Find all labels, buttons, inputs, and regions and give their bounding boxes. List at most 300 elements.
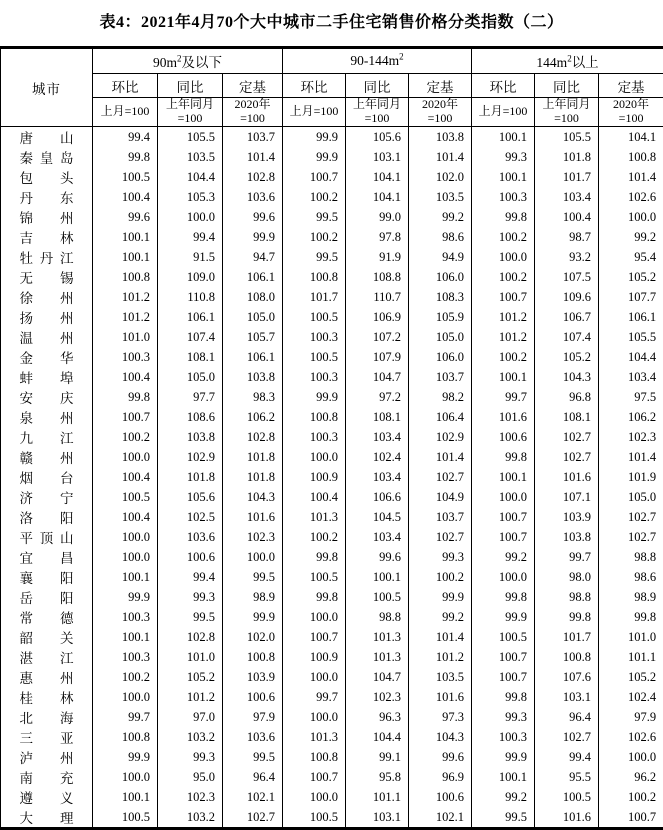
value-cell: 100.6 (223, 687, 283, 707)
value-cell: 101.6 (409, 687, 472, 707)
value-cell: 101.4 (223, 147, 283, 167)
value-cell: 105.2 (158, 667, 223, 687)
value-cell: 103.5 (409, 667, 472, 687)
value-cell: 98.8 (346, 607, 409, 627)
value-cell: 101.3 (346, 627, 409, 647)
value-cell: 107.9 (346, 347, 409, 367)
city-name: 扬州 (20, 307, 74, 327)
table-row (1, 147, 663, 167)
value-cell: 101.8 (158, 467, 223, 487)
value-cell: 109.6 (535, 287, 599, 307)
base-line2: =100 (409, 112, 471, 126)
value-cell: 103.1 (346, 147, 409, 167)
table-row (1, 227, 663, 247)
value-cell: 102.7 (535, 427, 599, 447)
value-cell: 100.4 (283, 487, 346, 507)
value-cell: 100.1 (472, 167, 535, 187)
value-cell: 98.8 (535, 587, 599, 607)
value-cell: 99.6 (93, 207, 158, 227)
value-cell: 101.6 (472, 407, 535, 427)
city-name: 吉林 (20, 227, 74, 247)
table-row (1, 667, 663, 687)
table-row (1, 707, 663, 727)
base-header-2020 (409, 98, 472, 127)
city-cell (1, 567, 93, 587)
value-cell: 99.6 (409, 747, 472, 767)
value-cell: 97.8 (346, 227, 409, 247)
city-cell (1, 587, 93, 607)
value-cell: 95.0 (158, 767, 223, 787)
city-name: 秦皇岛 (20, 147, 74, 167)
table-row (1, 407, 663, 427)
table-row (1, 527, 663, 547)
value-cell: 103.9 (535, 507, 599, 527)
city-name: 南充 (20, 767, 74, 787)
value-cell: 100.6 (158, 547, 223, 567)
value-cell: 99.7 (472, 387, 535, 407)
table-row (1, 747, 663, 767)
city-cell (1, 267, 93, 287)
value-cell: 102.0 (223, 627, 283, 647)
metric-header-yoy: 同比 (158, 74, 223, 98)
table-row (1, 607, 663, 627)
value-cell: 101.7 (535, 167, 599, 187)
value-cell: 106.0 (409, 267, 472, 287)
value-cell: 99.5 (158, 607, 223, 627)
city-name: 惠州 (20, 667, 74, 687)
value-cell: 100.0 (93, 687, 158, 707)
city-name: 泸州 (20, 747, 74, 767)
table-row (1, 247, 663, 267)
value-cell: 99.0 (346, 207, 409, 227)
value-cell: 99.8 (472, 447, 535, 467)
city-cell (1, 347, 93, 367)
table-row (1, 807, 663, 829)
table-row (1, 767, 663, 787)
value-cell: 102.3 (223, 527, 283, 547)
city-cell (1, 407, 93, 427)
value-cell: 100.3 (283, 427, 346, 447)
value-cell: 104.4 (599, 347, 663, 367)
metric-header-mom: 环比 (283, 74, 346, 98)
value-cell: 99.5 (223, 567, 283, 587)
value-cell: 99.9 (93, 747, 158, 767)
city-cell (1, 487, 93, 507)
value-cell: 100.8 (93, 267, 158, 287)
table-row (1, 127, 663, 148)
value-cell: 106.6 (346, 487, 409, 507)
value-cell: 99.3 (472, 147, 535, 167)
value-cell: 100.2 (93, 427, 158, 447)
value-cell: 103.4 (346, 527, 409, 547)
city-cell (1, 787, 93, 807)
value-cell: 108.1 (346, 407, 409, 427)
value-cell: 101.6 (535, 467, 599, 487)
value-cell: 99.5 (472, 807, 535, 829)
value-cell: 99.6 (223, 207, 283, 227)
value-cell: 100.8 (223, 647, 283, 667)
value-cell: 102.9 (158, 447, 223, 467)
city-cell (1, 647, 93, 667)
base-line1: 2020年 (599, 98, 663, 112)
group-header-90-below (93, 48, 283, 74)
value-cell: 100.9 (283, 467, 346, 487)
city-cell (1, 687, 93, 707)
value-cell: 96.4 (223, 767, 283, 787)
value-cell: 103.5 (158, 147, 223, 167)
value-cell: 105.2 (535, 347, 599, 367)
value-cell: 97.3 (409, 707, 472, 727)
value-cell: 102.3 (346, 687, 409, 707)
metric-header-mom: 环比 (93, 74, 158, 98)
value-cell: 101.1 (346, 787, 409, 807)
value-cell: 108.3 (409, 287, 472, 307)
value-cell: 100.7 (472, 527, 535, 547)
city-cell (1, 127, 93, 148)
value-cell: 99.4 (158, 567, 223, 587)
table-row (1, 427, 663, 447)
value-cell: 99.2 (599, 227, 663, 247)
value-cell: 100.3 (93, 347, 158, 367)
value-cell: 99.8 (472, 687, 535, 707)
value-cell: 105.0 (409, 327, 472, 347)
city-cell (1, 447, 93, 467)
value-cell: 100.3 (283, 327, 346, 347)
value-cell: 102.5 (158, 507, 223, 527)
value-cell: 100.0 (283, 707, 346, 727)
value-cell: 100.8 (599, 147, 663, 167)
value-cell: 101.6 (223, 507, 283, 527)
city-cell (1, 187, 93, 207)
value-cell: 99.3 (158, 587, 223, 607)
value-cell: 101.2 (93, 287, 158, 307)
value-cell: 100.8 (283, 267, 346, 287)
city-cell (1, 467, 93, 487)
city-name: 烟台 (20, 467, 74, 487)
table-row (1, 507, 663, 527)
value-cell: 97.7 (158, 387, 223, 407)
value-cell: 99.2 (409, 607, 472, 627)
table-row (1, 167, 663, 187)
value-cell: 100.5 (283, 567, 346, 587)
value-cell: 96.2 (599, 767, 663, 787)
value-cell: 99.8 (472, 207, 535, 227)
city-cell (1, 427, 93, 447)
metric-header-row (1, 74, 663, 98)
value-cell: 101.2 (409, 647, 472, 667)
value-cell: 99.8 (283, 547, 346, 567)
value-cell: 94.9 (409, 247, 472, 267)
value-cell: 99.3 (472, 707, 535, 727)
value-cell: 96.3 (346, 707, 409, 727)
value-cell: 100.1 (472, 367, 535, 387)
value-cell: 99.9 (472, 747, 535, 767)
base-header-2020 (223, 98, 283, 127)
value-cell: 95.8 (346, 767, 409, 787)
value-cell: 102.7 (535, 447, 599, 467)
value-cell: 100.1 (472, 767, 535, 787)
base-line2: =100 (346, 112, 408, 126)
value-cell: 103.9 (223, 667, 283, 687)
city-name: 丹东 (20, 187, 74, 207)
value-cell: 102.7 (599, 527, 663, 547)
city-name: 平顶山 (20, 527, 74, 547)
base-header-2020 (599, 98, 663, 127)
city-name: 韶关 (20, 627, 74, 647)
table-row (1, 687, 663, 707)
base-line2: =100 (158, 112, 222, 126)
city-name: 唐山 (20, 127, 74, 147)
value-cell: 100.0 (93, 547, 158, 567)
city-cell (1, 807, 93, 829)
value-cell: 103.7 (223, 127, 283, 148)
base-line1: 2020年 (409, 98, 471, 112)
city-name: 金华 (20, 347, 74, 367)
value-cell: 99.6 (346, 547, 409, 567)
value-cell: 101.3 (346, 647, 409, 667)
city-name: 牡丹江 (20, 247, 74, 267)
value-cell: 96.4 (535, 707, 599, 727)
value-cell: 98.3 (223, 387, 283, 407)
value-cell: 100.7 (283, 627, 346, 647)
value-cell: 97.2 (346, 387, 409, 407)
value-cell: 97.5 (599, 387, 663, 407)
city-cell (1, 367, 93, 387)
value-cell: 100.5 (283, 807, 346, 829)
value-cell: 100.0 (472, 247, 535, 267)
table-row (1, 307, 663, 327)
base-header-prev-year (158, 98, 223, 127)
city-cell (1, 507, 93, 527)
value-cell: 101.2 (93, 307, 158, 327)
value-cell: 99.5 (223, 747, 283, 767)
value-cell: 106.0 (409, 347, 472, 367)
base-header-row (1, 98, 663, 127)
value-cell: 101.9 (599, 467, 663, 487)
table-row (1, 547, 663, 567)
city-name: 遵义 (20, 787, 74, 807)
table-row (1, 587, 663, 607)
table-row (1, 727, 663, 747)
value-cell: 103.2 (158, 727, 223, 747)
table-row (1, 447, 663, 467)
base-line1: 上月=100 (283, 105, 345, 119)
city-cell (1, 307, 93, 327)
value-cell: 101.6 (535, 807, 599, 829)
value-cell: 105.7 (223, 327, 283, 347)
value-cell: 109.0 (158, 267, 223, 287)
value-cell: 103.7 (409, 367, 472, 387)
value-cell: 103.6 (158, 527, 223, 547)
value-cell: 100.1 (346, 567, 409, 587)
city-cell (1, 167, 93, 187)
city-cell (1, 767, 93, 787)
value-cell: 102.9 (409, 427, 472, 447)
city-cell (1, 547, 93, 567)
value-cell: 99.9 (472, 607, 535, 627)
value-cell: 103.8 (409, 127, 472, 148)
value-cell: 98.6 (599, 567, 663, 587)
base-line1: 上年同月 (158, 98, 222, 112)
value-cell: 104.1 (346, 187, 409, 207)
value-cell: 101.8 (223, 467, 283, 487)
city-name: 泉州 (20, 407, 74, 427)
value-cell: 100.8 (535, 647, 599, 667)
city-name: 锦州 (20, 207, 74, 227)
value-cell: 102.4 (599, 687, 663, 707)
value-cell: 101.4 (409, 627, 472, 647)
value-cell: 102.7 (535, 727, 599, 747)
table-row (1, 187, 663, 207)
value-cell: 98.2 (409, 387, 472, 407)
value-cell: 101.4 (599, 447, 663, 467)
value-cell: 100.6 (472, 427, 535, 447)
value-cell: 100.1 (472, 467, 535, 487)
value-cell: 91.9 (346, 247, 409, 267)
value-cell: 104.7 (346, 667, 409, 687)
city-name: 九江 (20, 427, 74, 447)
value-cell: 105.5 (158, 127, 223, 148)
value-cell: 100.0 (158, 207, 223, 227)
value-cell: 108.1 (535, 407, 599, 427)
value-cell: 100.3 (93, 647, 158, 667)
value-cell: 97.0 (158, 707, 223, 727)
value-cell: 98.0 (535, 567, 599, 587)
city-name: 湛江 (20, 647, 74, 667)
city-cell (1, 327, 93, 347)
table-row (1, 567, 663, 587)
value-cell: 102.3 (158, 787, 223, 807)
value-cell: 100.5 (283, 307, 346, 327)
value-cell: 97.9 (599, 707, 663, 727)
value-cell: 99.2 (472, 547, 535, 567)
value-cell: 101.4 (599, 167, 663, 187)
value-cell: 100.7 (472, 667, 535, 687)
table-row (1, 787, 663, 807)
city-cell (1, 627, 93, 647)
value-cell: 104.4 (158, 167, 223, 187)
city-cell (1, 287, 93, 307)
value-cell: 100.4 (93, 187, 158, 207)
base-line2: =100 (599, 112, 663, 126)
value-cell: 99.8 (535, 607, 599, 627)
value-cell: 96.8 (535, 387, 599, 407)
value-cell: 100.7 (472, 647, 535, 667)
value-cell: 110.7 (346, 287, 409, 307)
value-cell: 100.4 (93, 367, 158, 387)
value-cell: 100.5 (472, 627, 535, 647)
value-cell: 105.3 (158, 187, 223, 207)
value-cell: 103.4 (599, 367, 663, 387)
value-cell: 102.7 (409, 527, 472, 547)
value-cell: 100.0 (472, 567, 535, 587)
value-cell: 93.2 (535, 247, 599, 267)
value-cell: 104.1 (599, 127, 663, 148)
table-row (1, 327, 663, 347)
superscript-2: 2 (399, 52, 404, 62)
value-cell: 100.7 (283, 167, 346, 187)
value-cell: 103.6 (223, 187, 283, 207)
value-cell: 103.8 (158, 427, 223, 447)
value-cell: 106.2 (223, 407, 283, 427)
value-cell: 100.2 (599, 787, 663, 807)
value-cell: 99.4 (93, 127, 158, 148)
base-line1: 上年同月 (346, 98, 408, 112)
base-line2: =100 (223, 112, 282, 126)
value-cell: 107.6 (535, 667, 599, 687)
value-cell: 100.5 (93, 487, 158, 507)
value-cell: 106.2 (599, 407, 663, 427)
value-cell: 100.8 (93, 727, 158, 747)
table-row (1, 267, 663, 287)
value-cell: 100.4 (93, 507, 158, 527)
page-title: 表4：2021年4月70个大中城市二手住宅销售价格分类指数（二） (0, 0, 663, 32)
value-cell: 107.5 (535, 267, 599, 287)
value-cell: 100.9 (283, 647, 346, 667)
city-cell (1, 227, 93, 247)
group-header-144-above (472, 48, 663, 74)
base-line2: =100 (535, 112, 598, 126)
city-name: 大理 (20, 807, 74, 827)
price-index-table (0, 46, 663, 830)
value-cell: 98.7 (535, 227, 599, 247)
value-cell: 102.6 (599, 727, 663, 747)
value-cell: 98.8 (599, 547, 663, 567)
city-name: 北海 (20, 707, 74, 727)
base-header-prev-month (93, 98, 158, 127)
value-cell: 99.9 (93, 587, 158, 607)
value-cell: 100.0 (599, 207, 663, 227)
city-name: 襄阳 (20, 567, 74, 587)
city-name: 济宁 (20, 487, 74, 507)
value-cell: 103.1 (346, 807, 409, 829)
value-cell: 105.0 (158, 367, 223, 387)
table-row (1, 347, 663, 367)
value-cell: 104.9 (409, 487, 472, 507)
value-cell: 91.5 (158, 247, 223, 267)
value-cell: 100.0 (283, 787, 346, 807)
value-cell: 100.7 (472, 507, 535, 527)
value-cell: 99.3 (158, 747, 223, 767)
city-name: 温州 (20, 327, 74, 347)
city-cell (1, 207, 93, 227)
value-cell: 105.5 (535, 127, 599, 148)
value-cell: 101.4 (409, 147, 472, 167)
value-cell: 101.7 (535, 627, 599, 647)
value-cell: 107.7 (599, 287, 663, 307)
value-cell: 107.2 (346, 327, 409, 347)
value-cell: 105.0 (223, 307, 283, 327)
value-cell: 95.5 (535, 767, 599, 787)
value-cell: 103.8 (223, 367, 283, 387)
city-cell (1, 727, 93, 747)
value-cell: 100.5 (535, 787, 599, 807)
value-cell: 101.4 (409, 447, 472, 467)
value-cell: 100.5 (93, 807, 158, 829)
metric-header-fixed: 定基 (223, 74, 283, 98)
value-cell: 99.9 (223, 607, 283, 627)
value-cell: 99.7 (283, 687, 346, 707)
city-name: 徐州 (20, 287, 74, 307)
value-cell: 104.4 (346, 727, 409, 747)
value-cell: 100.2 (283, 527, 346, 547)
group-label-suffix: 以上 (572, 55, 599, 70)
group-header-row (1, 48, 663, 74)
value-cell: 100.0 (223, 547, 283, 567)
value-cell: 100.4 (535, 207, 599, 227)
value-cell: 99.9 (283, 127, 346, 148)
base-header-prev-month (472, 98, 535, 127)
